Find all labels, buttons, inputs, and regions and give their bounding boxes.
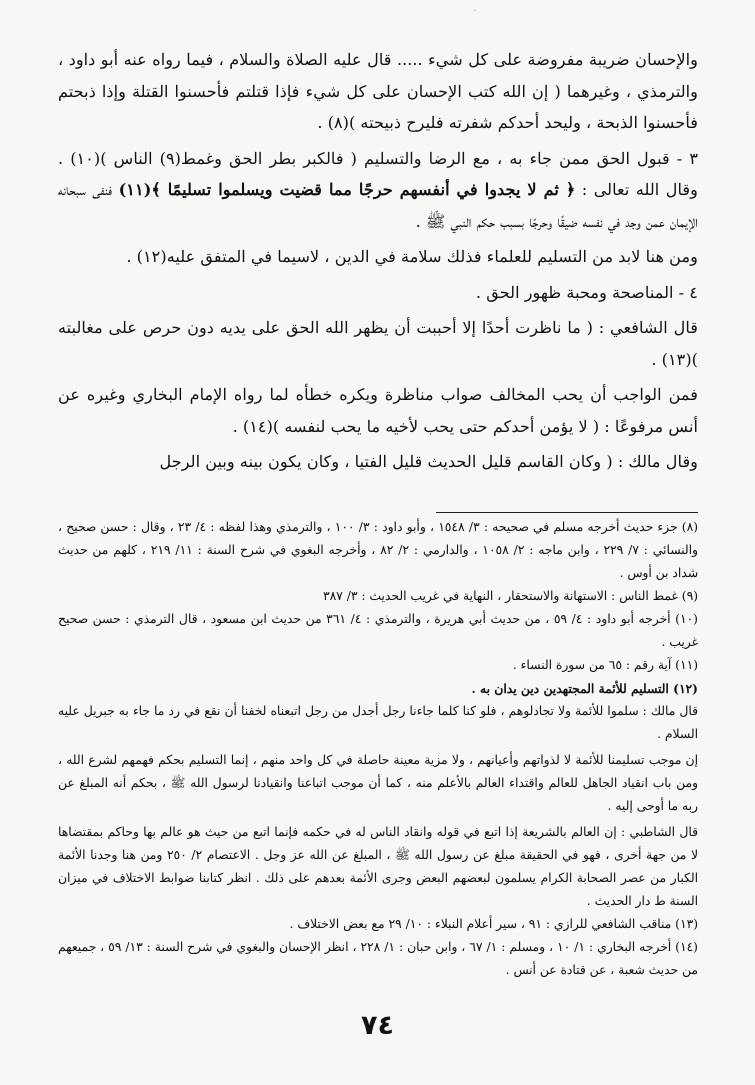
paragraph-accepting-truth-start: ٣ - قبول الحق ممن جاء به ، مع الرضا والتسليم ( فالكبر بطر الحق وغمط(٩) الناس )(١٠) . وقال الله تعالى : — [58, 148, 699, 199]
footnote-separator — [436, 512, 698, 513]
footnotes — [58, 516, 698, 982]
footnote-13: (١٣) مناقب الشافعي للرازي : ٩١ ، سير أعلام النبلاء : ١٠/ ٢٩ مع بعض الاختلاف . — [289, 917, 698, 931]
footnote-12-malik: قال مالك : سلموا للأئمة ولا تجادلوهم ، فلو كنا كلما جاءنا رجل أجدل من رجل اتبعناه لخفنا أن نقع في رد ما جاء به جبريل عليه السلام . — [58, 704, 698, 741]
quran-verse: ﴿ ثم لا يجدوا في أنفسهم حرجًا مما قضيت ويسلموا تسليمًا ﴾(١١) — [118, 180, 576, 199]
paragraph-shafii: قال الشافعي : ( ما ناظرت أحدًا إلا أحببت أن يظهر الله الحق على يديه دون حرص على مغالبته )(١٣) . — [58, 318, 698, 369]
paragraph-submission-scholars: ومن هنا لابد من التسليم للعلماء فذلك سلامة في الدين ، لاسيما في المتفق عليه(١٢) . — [126, 247, 698, 266]
footnote-11: (١١) آية رقم : ٦٥ من سورة النساء . — [512, 658, 698, 672]
footnote-10: (١٠) أخرجه أبو داود : ٤/ ٥٩ ، من حديث أبي هريرة ، والترمذي : ٤/ ٣٦١ من حديث ابن مسعود ، قال الترمذي : حسن صحيح غريب . — [58, 612, 698, 649]
paragraph-accepting-truth — [58, 143, 698, 238]
scan-speck: ˙ — [472, 8, 478, 22]
footnote-14: (١٤) أخرجه البخاري : ١/ ١٠ ، ومسلم : ١/ ٦٧ ، وابن حبان : ١/ ٢٢٨ ، انظر الإحسان والبغوي في شرح السنة : ١٣/ ٥٩ ، جميعهم من حديث شعبة ، عن قتادة عن أنس . — [58, 940, 698, 977]
footnote-8: (٨) جزء حديث أخرجه مسلم في صحيحه : ٣/ ١٥٤٨ ، وأبو داود : ٣/ ١٠٠ ، والترمذي وهذا لفظه : ٤/ ٢٣ ، وقال : حسن صحيح ، والنسائي : ٧/ ٢٢٩ ، وابن ماجه : ٢/ ١٠٥٨ ، والدارمي : ٢/ ٨٢ ، وأخرجه البغوي في شرح السنة : ١١/ ٢١٩ ، كلهم من حديث شداد بن أوس . — [58, 520, 698, 580]
paragraph-ihsan: والإحسان ضريبة مفروضة على كل شيء ..... قال عليه الصلاة والسلام ، فيما رواه عنه أبو داود ، والترمذي ، وغيرهما ( إن الله كتب الإحسان على كل شيء فإذا قتلتم فأحسنوا القتلة وإذا ذبحتم فأحسنوا الذبحة ، وليحد أحدكم شفرته فليرح ذبيحته )(٨) . — [58, 50, 698, 132]
footnote-12-shatibi: قال الشاطبي : إن العالم بالشريعة إذا اتبع في قوله وانقاد الناس له في حكمه فإنما اتبع من حيث هو عالم بها وحاكم بمقتضاها لا من جهة أخرى ، فهو في الحقيقة مبلغ عن رسول الله ﷺ ، المبلغ عن الله عز وجل . الاعتصام ٢/ ٢٥٠ ومن هنا وجدنا الأئمة الكبار من عصر الصحابة الكرام يسلمون لبعضهم البعض وجرى الأئمة بعدهم على ذلك . انظر كتابنا ضوابط الاختلاف في ميزان السنة ط دار الحديث . — [58, 825, 699, 908]
paragraph-obligation: فمن الواجب أن يحب المخالف صواب مناظرة ويكره خطأه لما رواه الإمام البخاري وغيره عن أنس مرفوعًا : ( لا يؤمن أحدكم حتى يحب لأخيه ما يحب لنفسه )(١٤) . — [58, 385, 698, 436]
paragraph-accepting-truth-end: فنفى سبحانه الإيمان عمن وجد في نفسه ضيقًا وحرجًا بسبب حكم النبي ﷺ . — [58, 180, 698, 231]
footnote-12-explanation: إن موجب تسليمنا للأئمة لا لذواتهم وأعيانهم ، ولا مزية معينة حاصلة في كل واحد منهم ، إنما التسليم بحكم فهمهم لشرع الله ، ومن باب انقياد الجاهل للعالم واقتداء العالم بالأعلم منه ، كما أن موجب اتباعنا وانقيادنا لرسول الله ﷺ ، بحكم أنه المبلغ عن ربه ما أوحى إليه . — [58, 753, 698, 813]
footnote-12-heading: (١٢) التسليم للأئمة المجتهدين دين يدان به . — [471, 681, 698, 696]
main-text — [58, 44, 698, 482]
page-number: ٧٤ — [361, 1010, 394, 1041]
footnote-9: (٩) غمط الناس : الاستهانة والاستحقار ، النهاية في غريب الحديث : ٣/ ٣٨٧ — [322, 589, 698, 603]
heading-advice: ٤ - المناصحة ومحبة ظهور الحق . — [475, 282, 698, 302]
paragraph-malik: وقال مالك : ( وكان القاسم قليل الحديث قليل الفتيا ، وكان يكون بينه وبين الرجل — [159, 452, 698, 471]
